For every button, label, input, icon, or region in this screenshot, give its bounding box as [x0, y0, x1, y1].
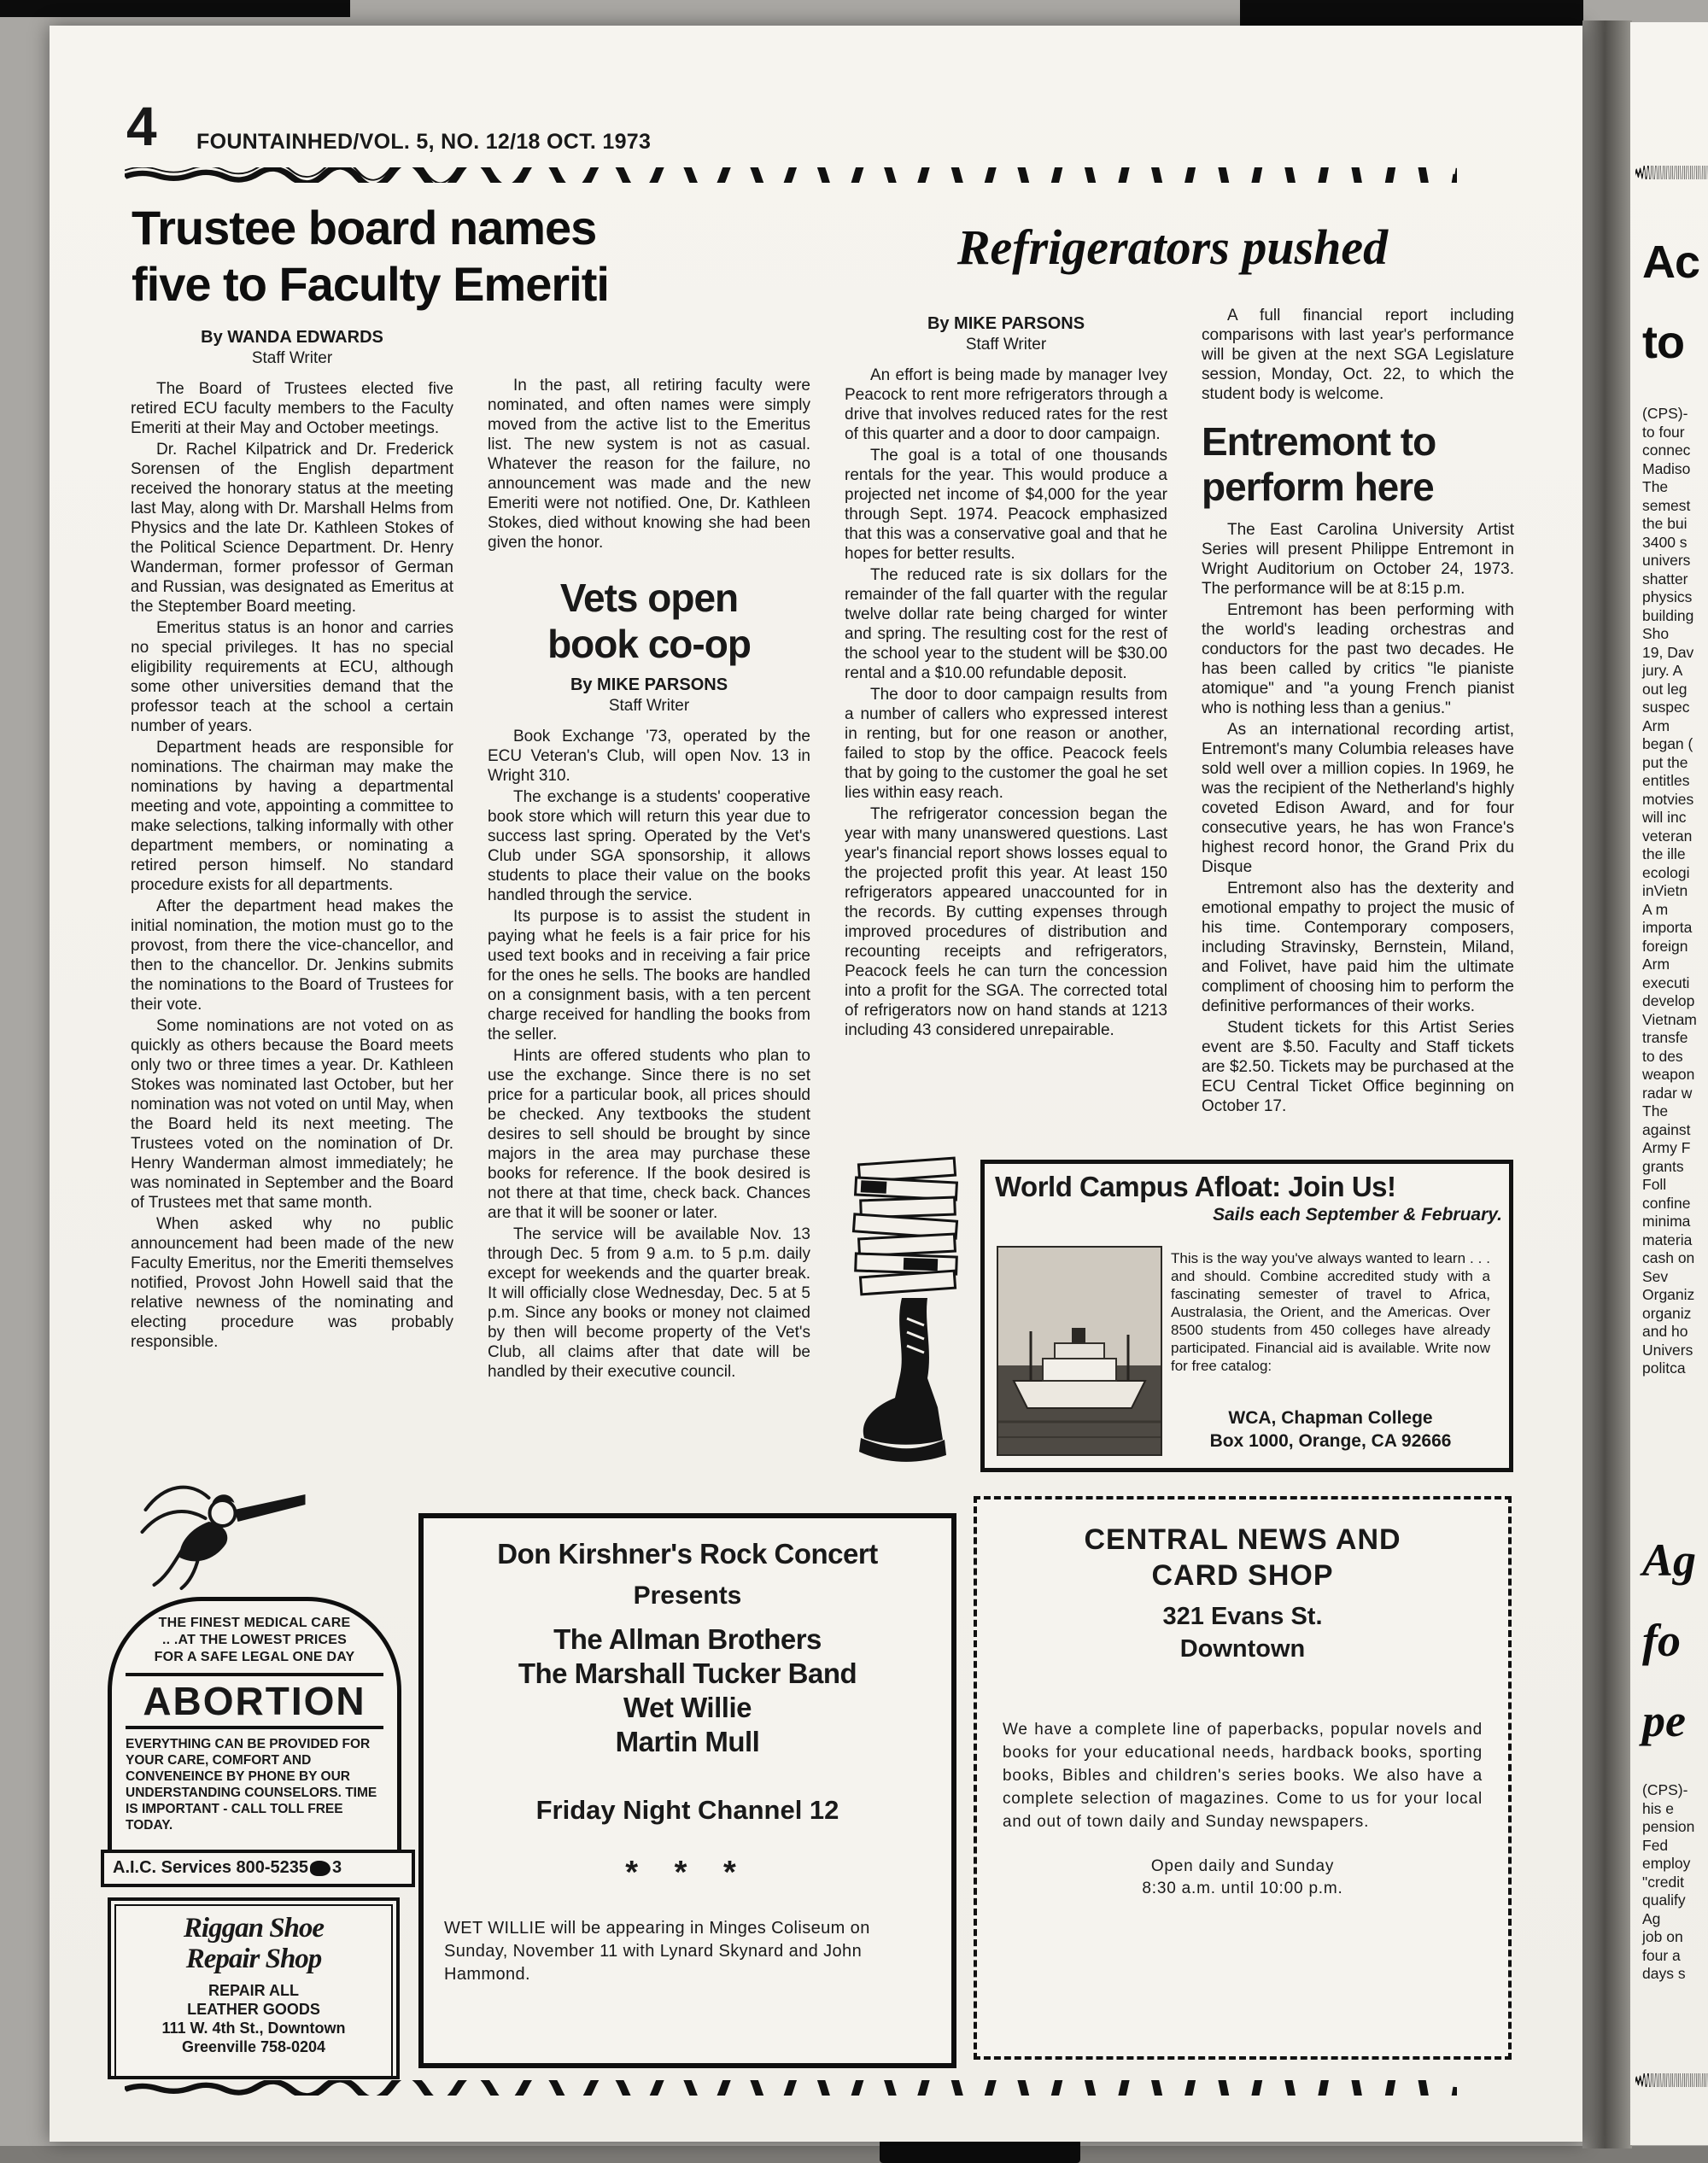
trustee-headline — [132, 200, 806, 313]
kirshner-act3: Wet Willie — [623, 1692, 752, 1723]
central-news-area: Downtown — [1179, 1635, 1306, 1663]
fragment-line: building — [1642, 606, 1694, 624]
fragment-line: ecologi — [1642, 863, 1690, 881]
central-news-title-line2: CARD SHOP — [1151, 1559, 1334, 1592]
fragment-line: and ho — [1642, 1323, 1688, 1340]
fragment-line: employ — [1642, 1855, 1691, 1872]
central-news-title-line1: CENTRAL NEWS AND — [1084, 1523, 1401, 1556]
vets-headline-line2: book co-op — [547, 622, 751, 666]
fragment-line: Arm — [1642, 956, 1670, 973]
kirshner-title: Don Kirshner's Rock Concert — [497, 1538, 878, 1570]
scan-edge-top-left — [0, 0, 350, 17]
central-news-hours-line2: 8:30 a.m. until 10:00 p.m. — [1142, 1879, 1343, 1897]
fragment-line: Madiso — [1642, 459, 1691, 477]
entremont-headline-line1: Entremont to — [1202, 419, 1436, 464]
central-news-ad — [974, 1496, 1512, 2060]
world-campus-org: WCA, Chapman College — [1228, 1408, 1433, 1428]
article-paragraph: Hints are offered students who plan to use the exchange. Since there is no set price for a particular book, all prices should be checked. Any textbooks the student desires to sell should be brought by since majors in the area may purchase these books for reference. If the book desired is not there at that time, check back. Chances are that it will be sooner or later. — [488, 1047, 810, 1222]
fragment-line: shatter — [1642, 570, 1688, 588]
column-2 — [488, 376, 810, 1503]
masthead: FOUNTAINHED/VOL. 5, NO. 12/18 OCT. 1973 — [196, 130, 652, 154]
trustee-headline-line2: five to Faculty Emeriti — [132, 257, 609, 311]
abortion-phone-strip — [101, 1850, 415, 1887]
fragment-line: Ag — [1642, 1909, 1661, 1927]
fragment-line: suspec — [1642, 699, 1690, 716]
world-campus-afloat-ad — [980, 1160, 1513, 1472]
fragment-headline2-line2: fo — [1642, 1615, 1681, 1666]
article-paragraph: After the department head makes the initial nomination, the motion must go to the provost, from there the vice-chancellor, and then to the chancellor. Dr. Jenkins submits the nominations to the Board of Trustees for their vote. — [131, 897, 453, 1014]
page-main — [50, 26, 1582, 2142]
article-paragraph: Dr. Rachel Kilpatrick and Dr. Frederick Sorensen of the English department received the honorary status at the meeting last May, along with Dr. Marshall Helms from Physics and the late Dr. Kathleen Stokes of the Political Science Department. Dr. Henry Wanderman, former professor of German and Russian, was designated as Emeritus at the Steptember Board meeting. — [131, 441, 453, 616]
fragment-line: will inc — [1642, 809, 1687, 826]
article-paragraph: Emeritus status is an honor and carries no special privileges. It has no special eligibility requirements at ECU, although some other universities demand that the professor teach at the school a certain number of years. — [131, 619, 453, 735]
fragment-line: against — [1642, 1120, 1691, 1138]
shoe-address: 111 W. 4th St., Downtown — [161, 2020, 346, 2037]
fragment-line: radar w — [1642, 1084, 1693, 1102]
world-campus-contact — [1171, 1406, 1490, 1453]
fragment-line: put the — [1642, 753, 1688, 771]
article-paragraph: As an international recording artist, Entremont's many Columbia releases have sold well over a million copies. In 1969, he was the recipient of the Netherland's highly coveted Edison Award, and for four consecutive years, he has won France's highest record honor, the Grand Prix du Disque — [1202, 721, 1514, 876]
fragment-line: Fed — [1642, 1836, 1669, 1854]
trustee-headline-line1: Trustee board names — [132, 201, 597, 254]
world-campus-body: This is the way you've always wanted to learn . . . and should. Combine accredited study with a fascinating semester of travel to Africa, Australasia, the Orient, and the Americas. Over 8500 students from 450 colleges have already participated. Financial aid is available. Write now for free catalog: — [1171, 1250, 1490, 1374]
fragment-headline-line1: Ac — [1642, 237, 1700, 288]
refrigerators-byline: By MIKE PARSONS — [927, 314, 1085, 333]
abortion-line1: THE FINEST MEDICAL CARE — [158, 1616, 351, 1630]
fragment-line: entitles — [1642, 772, 1690, 789]
fragment-line: physics — [1642, 588, 1693, 605]
kirshner-note: WET WILLIE will be appearing in Minges Coliseum on Sunday, November 11 with Lynard Skynard and John Hammond. — [444, 1919, 870, 1984]
entremont-headline — [1202, 419, 1514, 510]
kirshner-presents: Presents — [633, 1581, 742, 1610]
article-paragraph: Department heads are responsible for nominations. The chairman may make the nominations by having a departmental meeting and vote, appointing a committee to make selections, talking informally with other department members, or nominating a retired person himself. No standard procedure exists for all departments. — [131, 739, 453, 894]
shoe-line1: REPAIR ALL — [208, 1982, 299, 1999]
refrigerators-article-col — [845, 313, 1167, 1154]
refrigerators-headline: Refrigerators pushed — [956, 219, 1389, 275]
page-number: 4 — [126, 96, 157, 157]
world-campus-title: World Campus Afloat: Join Us! — [995, 1171, 1396, 1202]
fragment-line: materia — [1642, 1231, 1693, 1248]
fragment-line: began ( — [1642, 735, 1693, 752]
fragment-line: develop — [1642, 992, 1695, 1009]
fragment-line: to des — [1642, 1047, 1683, 1065]
article-paragraph: Some nominations are not voted on as quickly as others because the Board meets only two or three times a year. Dr. Kathleen Stokes was nominated last October, but her nomination was not voted on until May, when the Board held its next meeting. The Trustees voted on the nomination of Dr. Henry Wanderman almost immediately; he was nominated in September and the Board of Trustees met that same month. — [131, 1017, 453, 1212]
fragment-line: 19, Dav — [1642, 643, 1694, 661]
refrigerators-byline-role: Staff Writer — [965, 336, 1047, 354]
fragment-line: Arm — [1642, 716, 1670, 734]
vets-headline — [488, 575, 810, 667]
fragment-line: weapon — [1642, 1066, 1695, 1083]
sga-report-paragraph: A full financial report including comparisons with last year's performance will be given at the next SGA Legislature session, Monday, Oct. 22, to which the student body is welcome. — [1202, 307, 1514, 403]
abortion-line3: FOR A SAFE LEGAL ONE DAY — [154, 1650, 355, 1664]
shoe-shop-name-line2: Repair Shop — [185, 1944, 322, 1974]
fragment-line: semest — [1642, 496, 1691, 514]
article-paragraph: Entremont also has the dexterity and emotional empathy to project the music of his time. Contemporary composers, including Stravinsky, Bernstein, Miland, and Folivet, have paid him the ultimate compliment of choosing him to perform the definitive performances of their works. — [1202, 880, 1514, 1015]
kirshner-act1: The Allman Brothers — [553, 1623, 822, 1655]
fragment-line: Foll — [1642, 1176, 1667, 1193]
abortion-phone-end: 3 — [332, 1858, 342, 1877]
kirshner-channel: Friday Night Channel 12 — [535, 1795, 839, 1825]
fragment-line: The — [1642, 478, 1669, 495]
fragment-line: organiz — [1642, 1304, 1692, 1322]
fragment-line: veteran — [1642, 827, 1693, 845]
shoe-line2: LEATHER GOODS — [187, 2001, 320, 2018]
shoe-shop-name-line1: Riggan Shoe — [183, 1913, 325, 1944]
page-fragment — [1630, 22, 1708, 2145]
central-news-body: We have a complete line of paperbacks, popular novels and books for your educational needs, hardback books, sporting books, Bibles and children's series books. We also have a complete selection of magazines. Come to us for your local and out of town daily and Sunday newspapers. — [1003, 1721, 1483, 1831]
fragment-line: Vietnam — [1642, 1010, 1697, 1028]
fragment-line: grants — [1642, 1157, 1684, 1175]
fragment-line: four a — [1642, 1946, 1681, 1964]
fragment-line: 3400 s — [1642, 533, 1688, 551]
world-campus-address: Box 1000, Orange, CA 92666 — [1209, 1431, 1452, 1451]
central-news-address: 321 Evans St. — [1162, 1603, 1323, 1630]
fragment-headline2-line1: Ag — [1642, 1535, 1697, 1586]
abortion-line2: .. .AT THE LOWEST PRICES — [161, 1633, 348, 1647]
wavy-divider-top — [125, 167, 1457, 183]
fragment-line: executi — [1642, 973, 1690, 991]
fragment-headline-line2: to — [1642, 317, 1684, 368]
fragment-line: the bui — [1642, 515, 1688, 532]
trustee-byline: By WANDA EDWARDS — [201, 328, 383, 347]
wavy-divider-fragment-top — [1635, 166, 1708, 179]
entremont-body — [1202, 520, 1514, 1116]
fragment-line: inVietn — [1642, 882, 1688, 899]
article-paragraph: When asked why no public announcement had been made of the new Faculty Emeritus, nor the Emeriti themselves notified, Provost John Howell said that the relative newness of the nominating and electing procedure was probably responsible. — [131, 1215, 453, 1351]
world-campus-sails: Sails each September & February. — [1213, 1205, 1502, 1225]
fragment-line: A m — [1642, 900, 1669, 918]
kirshner-act2: The Marshall Tucker Band — [518, 1657, 857, 1689]
ship-photo — [997, 1246, 1162, 1456]
fragment-line: (CPS)- — [1642, 1781, 1688, 1798]
central-news-hours — [1003, 1856, 1483, 1900]
scan-blot-bottom — [880, 2138, 1080, 2163]
fragment-line: Sev — [1642, 1267, 1669, 1285]
article-paragraph: Book Exchange '73, operated by the ECU Veteran's Club, will open Nov. 13 in Wright 310. — [488, 728, 810, 785]
fragment-text-top — [1642, 405, 1697, 1378]
article-paragraph: The Board of Trustees elected five retired ECU faculty members to the Faculty Emeriti at their May and October meetings. — [131, 380, 453, 437]
article-paragraph: Student tickets for this Artist Series event are $.50. Faculty and Staff tickets are $2.50. Tickets may be purchased at the ECU Central Ticket Office beginning on October 17. — [1202, 1019, 1514, 1115]
article-paragraph: The refrigerator concession began the year with many unanswered questions. Last year's financial report shows losses equal to the projected profit this year. At least 150 refrigerators appeared unaccounted for in the records. By cutting expenses through improved procedures of distribution and recounting receipts and refrigerators, Peacock feels he can turn the concession into a profit for the SGA. The corrected total of refrigerators now on hand stands at 1213 including 43 considered unrepairable. — [845, 805, 1167, 1039]
article-paragraph: The reduced rate is six dollars for the remainder of the fall quarter with the regular twelve dollar rate being charged for winter and spring. The resulting cost for the rest of the school year to the student will be $30.00 rental and a $10.00 refundable deposit. — [845, 566, 1167, 682]
fragment-line: Organiz — [1642, 1286, 1695, 1303]
fragment-line: cash on — [1642, 1249, 1695, 1266]
kirshner-stars: * * * — [625, 1855, 750, 1891]
fragment-line: "credit — [1642, 1873, 1685, 1891]
abortion-ad — [108, 1597, 401, 1867]
vets-byline-role: Staff Writer — [608, 697, 690, 715]
fragment-line: (CPS)- — [1642, 405, 1688, 422]
fragment-line: univers — [1642, 552, 1691, 569]
fragment-line: connec — [1642, 441, 1691, 459]
article-paragraph: The goal is a total of one thousands rentals for the year. This would produce a projected net income of $4,000 for the year through Sept. 1974. Peacock emphasized that this was a conservative goal and that he hopes for better results. — [845, 447, 1167, 563]
article-paragraph: An effort is being made by manager Ivey Peacock to rent more refrigerators through a drive that involves reduced rates for the rest of this quarter and a door to door campaign. — [845, 366, 1167, 443]
vets-headline-line1: Vets open — [559, 576, 739, 620]
wavy-divider-fragment-bottom — [1635, 2073, 1708, 2087]
fragment-line: politca — [1642, 1359, 1686, 1377]
fragment-text-bottom — [1642, 1781, 1694, 1984]
wavy-divider-bottom — [125, 2080, 1457, 2096]
fragment-line: jury. A — [1642, 662, 1683, 679]
fragment-line: pension — [1642, 1818, 1695, 1835]
fragment-line: The — [1642, 1102, 1669, 1119]
refrigerators-body — [845, 365, 1167, 1040]
vets-body — [488, 727, 810, 1382]
trumpeting-angel-illustration — [128, 1465, 312, 1593]
article-paragraph: The service will be available Nov. 13 through Dec. 5 from 9 a.m. to 5 p.m. daily except for weekends and the quarter break. It will officially close Wednesday, Dec. 5 at 5 p.m. Since any books or money not claimed by then will become property of the Vet's Club, all claims after that date will be handled by their executive council. — [488, 1225, 810, 1381]
column-4 — [1202, 306, 1514, 1160]
trustee-byline-role: Staff Writer — [251, 349, 333, 367]
page-fold-shadow — [1582, 20, 1632, 2148]
central-news-hours-line1: Open daily and Sunday — [1150, 1857, 1335, 1875]
article-paragraph: The exchange is a students' cooperative book store which will return this year due to success last spring. Operated by the Vet's Club under SGA sponsorship, it allows students to place their value on the books handled through the service. — [488, 788, 810, 904]
ink-blot — [310, 1861, 330, 1876]
kirshner-act4: Martin Mull — [615, 1726, 760, 1757]
fragment-line: importa — [1642, 919, 1693, 936]
abortion-body: EVERYTHING CAN BE PROVIDED FOR YOUR CARE, COMFORT AND CONVENEINCE BY PHONE BY OUR UNDERSTANDING COUNSELORS. TIME IS IMPORTANT - CALL TOLL FREE TODAY. — [126, 1737, 377, 1833]
fragment-line: days s — [1642, 1965, 1686, 1982]
fragment-line: minima — [1642, 1213, 1691, 1230]
abortion-phone: A.I.C. Services 800-5235 — [113, 1858, 309, 1877]
fragment-line: foreign — [1642, 937, 1688, 955]
article-paragraph: The East Carolina University Artist Series will present Philippe Entremont in Wright Auditorium on October 24, 1973. The performance will be at 8:15 p.m. — [1202, 521, 1514, 598]
vets-byline: By MIKE PARSONS — [570, 675, 728, 694]
fragment-headline2-line3: pe — [1642, 1695, 1686, 1746]
fragment-line: Univers — [1642, 1341, 1693, 1359]
shoe-phone: Greenville 758-0204 — [181, 2038, 326, 2055]
trustee-body-col1 — [131, 379, 453, 1352]
trustee-body-col2 — [488, 376, 810, 552]
fragment-line: motvies — [1642, 790, 1694, 808]
trustee-article-col1 — [131, 326, 453, 1462]
fragment-line: Army F — [1642, 1139, 1691, 1156]
scan-edge-bottom — [0, 2146, 1708, 2163]
shoe-repair-inner — [114, 1904, 393, 2079]
article-paragraph: The door to door campaign results from a number of callers who expressed interest in renting, but for one reason or another, failed to stop by the office. Peacock feels that by going to the customer the goal he set lies within easy reach. — [845, 686, 1167, 802]
fragment-line: transfe — [1642, 1029, 1688, 1046]
fragment-line: his e — [1642, 1799, 1674, 1817]
fragment-line: job on — [1642, 1928, 1683, 1945]
books-on-boot-illustration — [835, 1155, 972, 1470]
fragment-line: out leg — [1642, 680, 1688, 698]
ship-illustration — [998, 1248, 1161, 1454]
entremont-headline-line2: perform here — [1202, 465, 1434, 509]
article-paragraph: Entremont has been performing with the world's leading orchestras and conductors for the past two decades. He has been called by critics "le pianiste atomique" and "a young French pianist who is nothing less than a genius." — [1202, 601, 1514, 717]
fragment-line: to four — [1642, 423, 1685, 441]
fragment-line: qualify — [1642, 1891, 1686, 1909]
article-paragraph: In the past, all retiring faculty were nominated, and often names were simply moved from the active list to the Emeritus list. The new system is not as casual. Whatever the reason for the failure, no announcement was made and the new Emeriti were not notified. One, Dr. Kathleen Stokes, died without knowing she had been given the honor. — [488, 377, 810, 552]
kirshner-concert-ad — [418, 1513, 956, 2068]
abortion-title: ABORTION — [126, 1673, 383, 1729]
fragment-line: Sho — [1642, 625, 1670, 642]
shoe-repair-ad — [108, 1897, 400, 2079]
fragment-line: the ille — [1642, 845, 1686, 862]
fragment-line: confine — [1642, 1194, 1691, 1212]
article-paragraph: Its purpose is to assist the student in paying what he feels is a fair price for his used text books and in receiving a fair price for the ones he sells. The books are handled on a consignment basis, with a ten percent charge received for handling the books from the seller. — [488, 908, 810, 1044]
